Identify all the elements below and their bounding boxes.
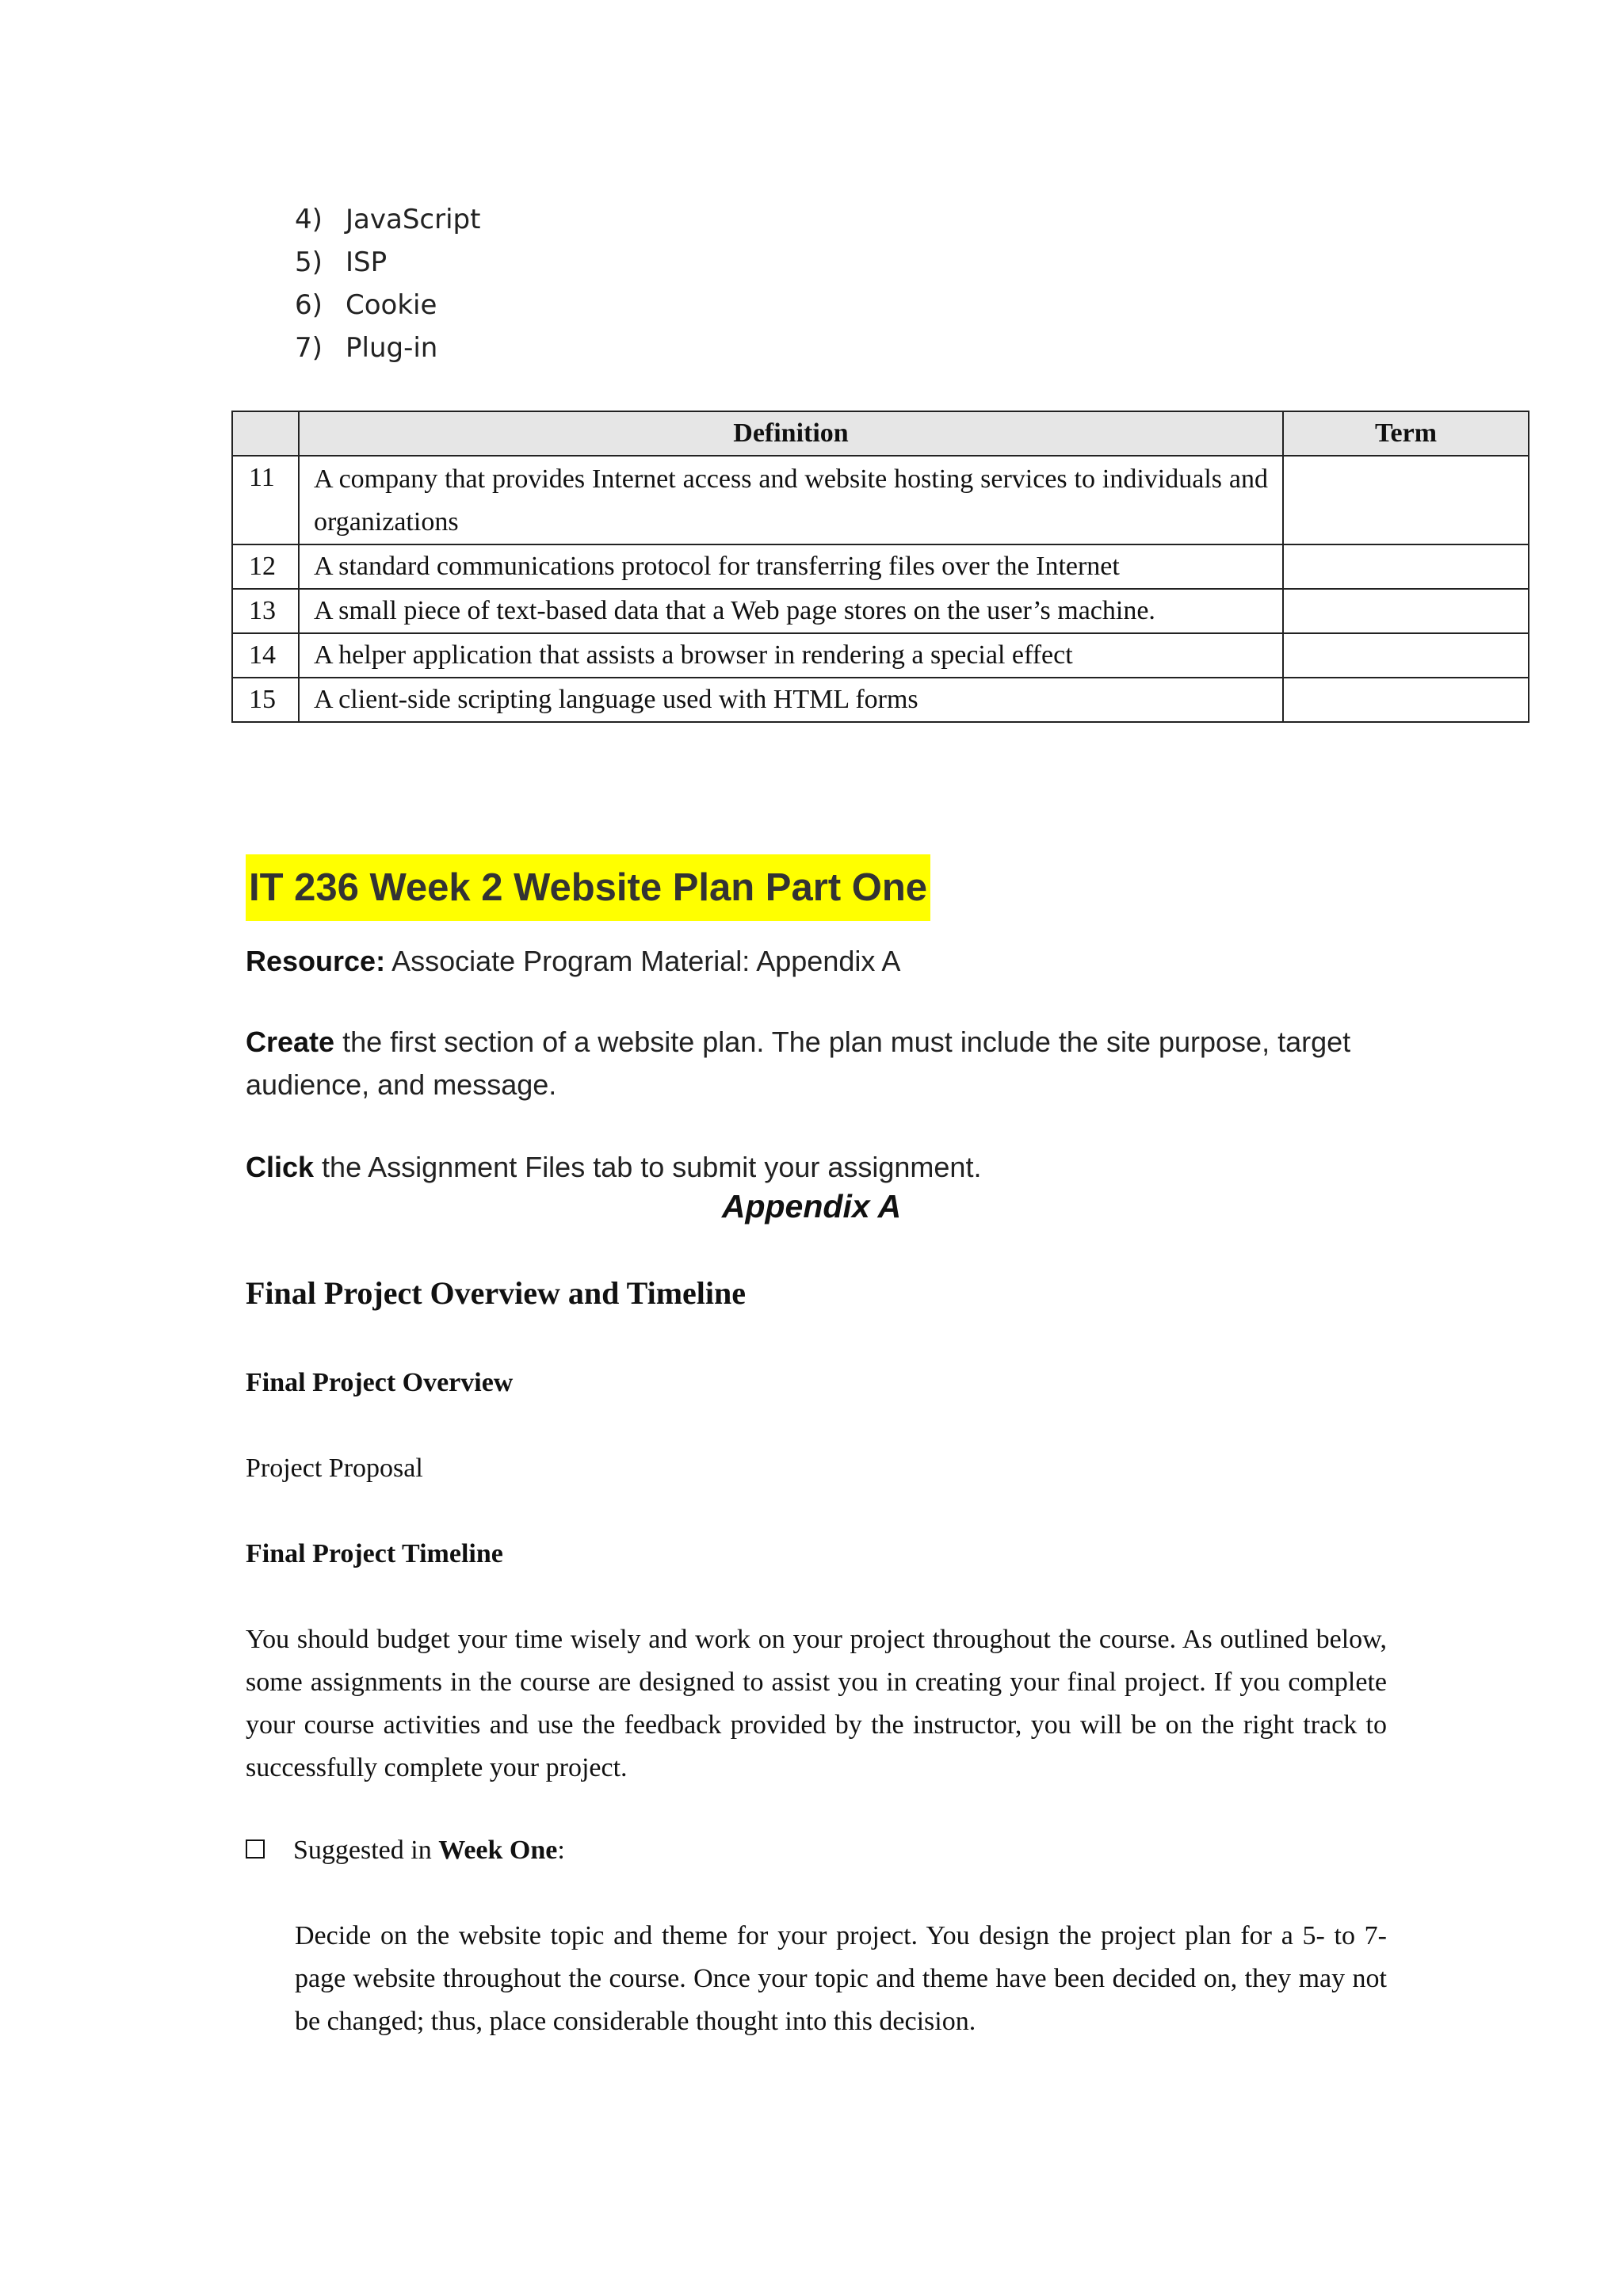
table-row <box>232 544 1529 589</box>
click-label: Click <box>246 1151 315 1183</box>
row-number: 14 <box>232 633 299 678</box>
row-term-input[interactable] <box>1283 544 1529 589</box>
timeline-paragraph: You should budget your time wisely and work on your project throughout the course. As outlined below, some assignments in the course are designed to assist you in creating your final project. If you complete your course activities and use the feedback provided by the instructor, you will be on the right track to successfully complete your project. <box>246 1625 1387 1782</box>
section-heading: Final Project Overview and Timeline <box>246 1275 747 1311</box>
create-text: the first section of a website plan. The plan must include the site purpose, target audience, and message. <box>246 1026 1351 1101</box>
click-line <box>246 1146 1387 1189</box>
list-label: ISP <box>346 246 388 278</box>
week-one-bullet <box>246 1829 565 1872</box>
row-term-input[interactable] <box>1283 589 1529 633</box>
appendix-title <box>0 1184 1623 1228</box>
row-definition: A company that provides Internet access and website hosting services to individuals and organizations <box>299 456 1283 544</box>
table-row <box>232 678 1529 722</box>
row-number: 11 <box>232 456 299 544</box>
table-row <box>232 456 1529 544</box>
bullet-suffix: : <box>557 1836 565 1865</box>
list-number: 5) <box>295 246 323 278</box>
table-row <box>232 633 1529 678</box>
list-item <box>295 284 480 327</box>
list-label: Plug-in <box>346 332 438 364</box>
definitions-table <box>231 411 1529 723</box>
overview-text: Project Proposal <box>246 1454 423 1483</box>
assignment-heading: IT 236 Week 2 Website Plan Part One <box>246 854 930 921</box>
list-number: 6) <box>295 289 323 321</box>
header-definition: Definition <box>299 411 1283 456</box>
bullet-prefix: Suggested in <box>293 1836 439 1865</box>
row-definition: A client-side scripting language used with HTML forms <box>299 678 1283 722</box>
list-number: 4) <box>295 204 323 235</box>
row-term-input[interactable] <box>1283 678 1529 722</box>
row-number: 12 <box>232 544 299 589</box>
row-definition: A helper application that assists a browser in rendering a special effect <box>299 633 1283 678</box>
term-list <box>295 198 480 369</box>
resource-text: Associate Program Material: Appendix A <box>385 945 901 977</box>
list-number: 7) <box>295 332 323 364</box>
list-item <box>295 198 480 241</box>
table-row <box>232 589 1529 633</box>
checkbox-icon[interactable] <box>246 1839 265 1859</box>
table-header-row <box>232 411 1529 456</box>
create-paragraph <box>246 1021 1387 1106</box>
overview-heading: Final Project Overview <box>246 1368 514 1397</box>
click-text: the Assignment Files tab to submit your assignment. <box>314 1151 982 1183</box>
list-item <box>295 241 480 284</box>
header-term: Term <box>1283 411 1529 456</box>
resource-line <box>246 940 1387 983</box>
list-label: Cookie <box>346 289 437 321</box>
week-one-paragraph: Decide on the website topic and theme for your project. You design the project plan for a 5- to 7-page website throughout the course. Once your topic and theme have been decided on, they may not be changed; thus, place considerable thought into this decision. <box>295 1921 1387 2036</box>
row-number: 13 <box>232 589 299 633</box>
create-label: Create <box>246 1026 335 1058</box>
row-term-input[interactable] <box>1283 456 1529 544</box>
row-definition: A small piece of text-based data that a Web page stores on the user’s machine. <box>299 589 1283 633</box>
list-label: JavaScript <box>346 204 481 235</box>
bullet-bold: Week One <box>438 1836 558 1865</box>
row-definition: A standard communications protocol for transferring files over the Internet <box>299 544 1283 589</box>
row-number: 15 <box>232 678 299 722</box>
timeline-heading: Final Project Timeline <box>246 1539 503 1568</box>
row-term-input[interactable] <box>1283 633 1529 678</box>
appendix-title-text: Appendix A <box>721 1188 902 1224</box>
list-item <box>295 327 480 369</box>
resource-label: Resource: <box>246 945 386 977</box>
header-number <box>232 411 299 456</box>
